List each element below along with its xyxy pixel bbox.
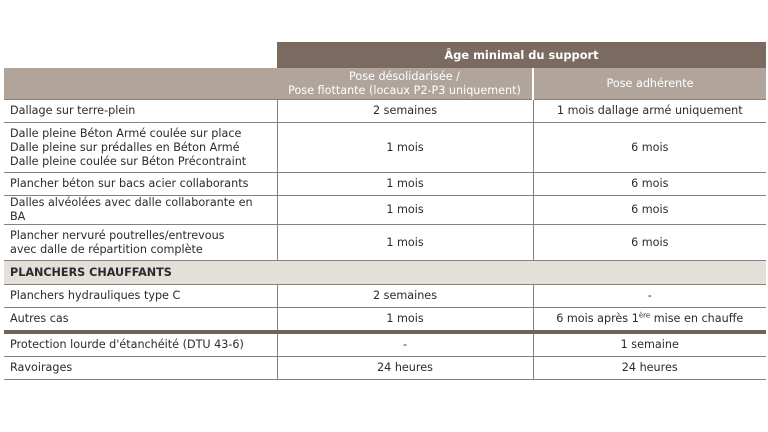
value-cell: - <box>533 285 766 308</box>
row-label-line: Dalle pleine coulée sur Béton Précontraint <box>10 154 247 168</box>
row-label: Ravoirages <box>4 357 277 380</box>
value-cell: 2 semaines <box>277 100 533 123</box>
table-row <box>4 196 766 225</box>
table-row <box>4 357 766 380</box>
row-label-line: Dalle pleine Béton Armé coulée sur place <box>10 126 242 140</box>
section-title: PLANCHERS CHAUFFANTS <box>4 261 766 285</box>
col-header-line: Pose désolidarisée / <box>349 69 460 83</box>
value-cell: 24 heures <box>533 357 766 380</box>
row-label: Protection lourde d'étanchéité (DTU 43-6) <box>4 332 277 357</box>
table-row <box>4 225 766 261</box>
table-row <box>4 332 766 357</box>
header-blank-cell <box>4 42 277 68</box>
row-label: Planchers hydrauliques type C <box>4 285 277 308</box>
main-header: Âge minimal du support <box>277 42 766 68</box>
table-row <box>4 100 766 123</box>
value-cell: 6 mois <box>533 225 766 261</box>
value-cell: 6 mois <box>533 123 766 173</box>
value-cell: - <box>277 332 533 357</box>
value-cell: 1 mois <box>277 225 533 261</box>
value-cell: 1 mois <box>277 173 533 196</box>
row-label <box>4 123 277 173</box>
support-age-table-container <box>4 42 766 380</box>
support-age-table <box>4 42 766 380</box>
value-cell: 1 mois <box>277 308 533 333</box>
row-label-line: Dalle pleine sur prédalles en Béton Armé <box>10 140 240 154</box>
header-blank-cell <box>4 68 277 100</box>
value-cell: 1 mois <box>277 196 533 225</box>
value-text: 6 mois après 1 <box>556 312 639 325</box>
table-row <box>4 173 766 196</box>
value-cell <box>533 308 766 333</box>
value-cell: 1 mois dallage armé uniquement <box>533 100 766 123</box>
row-label: Dallage sur terre-plein <box>4 100 277 123</box>
value-cell: 24 heures <box>277 357 533 380</box>
row-label: Dalles alvéolées avec dalle collaborante en BA <box>4 196 277 225</box>
col-header-line: Pose flottante (locaux P2-P3 uniquement) <box>288 83 521 97</box>
col-header-pose-adherente: Pose adhérente <box>533 68 766 100</box>
value-cell: 6 mois <box>533 196 766 225</box>
row-label <box>4 225 277 261</box>
row-label: Plancher béton sur bacs acier collaborants <box>4 173 277 196</box>
table-row <box>4 285 766 308</box>
value-cell: 1 semaine <box>533 332 766 357</box>
value-cell: 6 mois <box>533 173 766 196</box>
table-row <box>4 123 766 173</box>
row-label-line: avec dalle de répartition complète <box>10 242 203 256</box>
value-text: mise en chauffe <box>650 312 744 325</box>
row-label: Autres cas <box>4 308 277 333</box>
section-row <box>4 261 766 285</box>
value-cell: 2 semaines <box>277 285 533 308</box>
ordinal-superscript: ère <box>638 311 651 320</box>
col-header-pose-desolidarisee <box>277 68 533 100</box>
row-label-line: Plancher nervuré poutrelles/entrevous <box>10 228 225 242</box>
table-row <box>4 308 766 333</box>
value-cell: 1 mois <box>277 123 533 173</box>
